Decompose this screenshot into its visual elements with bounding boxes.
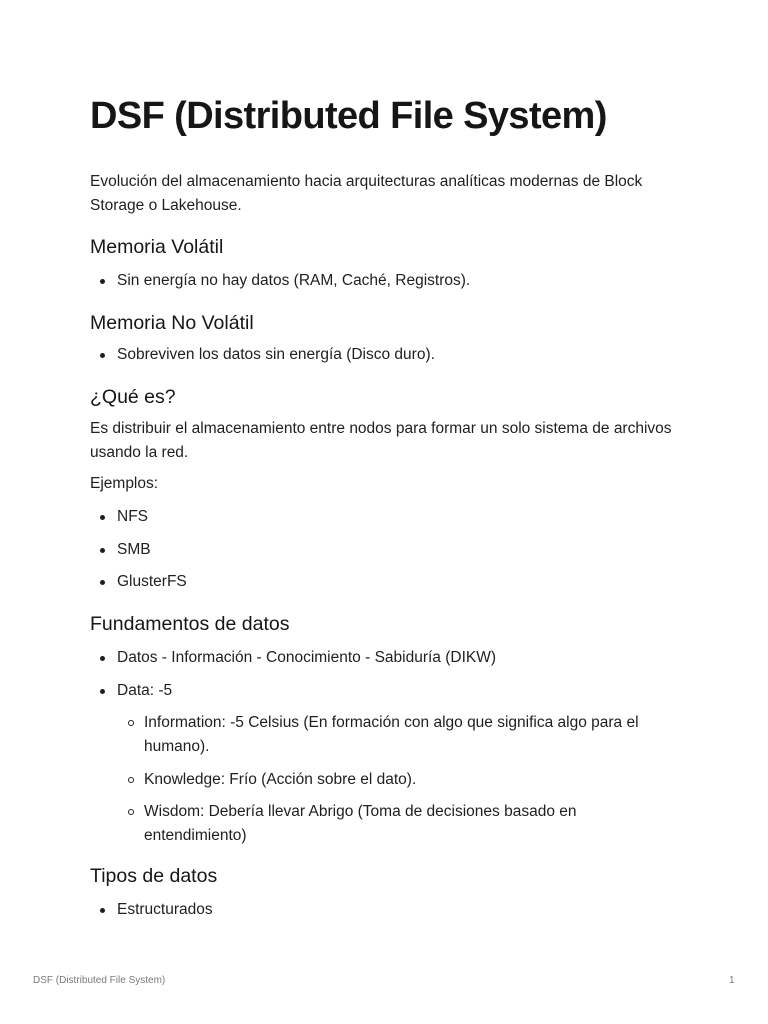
sub-list-item: Wisdom: Debería llevar Abrigo (Toma de decisiones basado en entendimiento) — [90, 800, 680, 848]
section-heading: Memoria No Volátil — [90, 312, 254, 334]
list-item: Sin energía no hay datos (RAM, Caché, Registros). — [90, 269, 680, 293]
bullet-list — [90, 343, 680, 367]
sub-list-item: Information: -5 Celsius (En formación con algo que significa algo para el humano). — [90, 711, 680, 759]
section-fundamentos-de-datos — [90, 611, 680, 848]
intro-paragraph: Evolución del almacenamiento hacia arquitecturas analíticas modernas de Block Storage o Lakehouse. — [90, 173, 643, 214]
bullet-list — [90, 505, 680, 594]
list-item: SMB — [90, 538, 680, 562]
bullet-list — [90, 898, 680, 922]
list-item: Estructurados — [90, 898, 680, 922]
section-heading: ¿Qué es? — [90, 386, 176, 408]
section-heading: Tipos de datos — [90, 865, 218, 887]
section-memoria-no-volatil — [90, 310, 680, 367]
list-item: Data: -5 — [90, 679, 680, 703]
document-title: DSF (Distributed File System) — [90, 95, 607, 137]
list-item: Datos - Información - Conocimiento - Sabiduría (DIKW) — [90, 646, 680, 670]
page-number: 1 — [729, 975, 735, 986]
section-tipos-de-datos — [90, 863, 680, 922]
section-heading: Memoria Volátil — [90, 236, 224, 258]
section-que-es — [90, 384, 680, 594]
bullet-list — [90, 269, 680, 293]
section-memoria-volatil — [90, 234, 680, 293]
section-heading: Fundamentos de datos — [90, 613, 290, 635]
list-item: NFS — [90, 505, 680, 529]
footer-title: DSF (Distributed File System) — [33, 975, 166, 986]
bullet-list — [90, 646, 680, 848]
examples-label: Ejemplos: — [90, 475, 159, 492]
list-item: Sobreviven los datos sin energía (Disco duro). — [90, 343, 680, 367]
definition-paragraph: Es distribuir el almacenamiento entre nodos para formar un solo sistema de archivos usando la red. — [90, 420, 672, 461]
sub-list-item: Knowledge: Frío (Acción sobre el dato). — [90, 768, 680, 792]
list-item: GlusterFS — [90, 570, 680, 594]
